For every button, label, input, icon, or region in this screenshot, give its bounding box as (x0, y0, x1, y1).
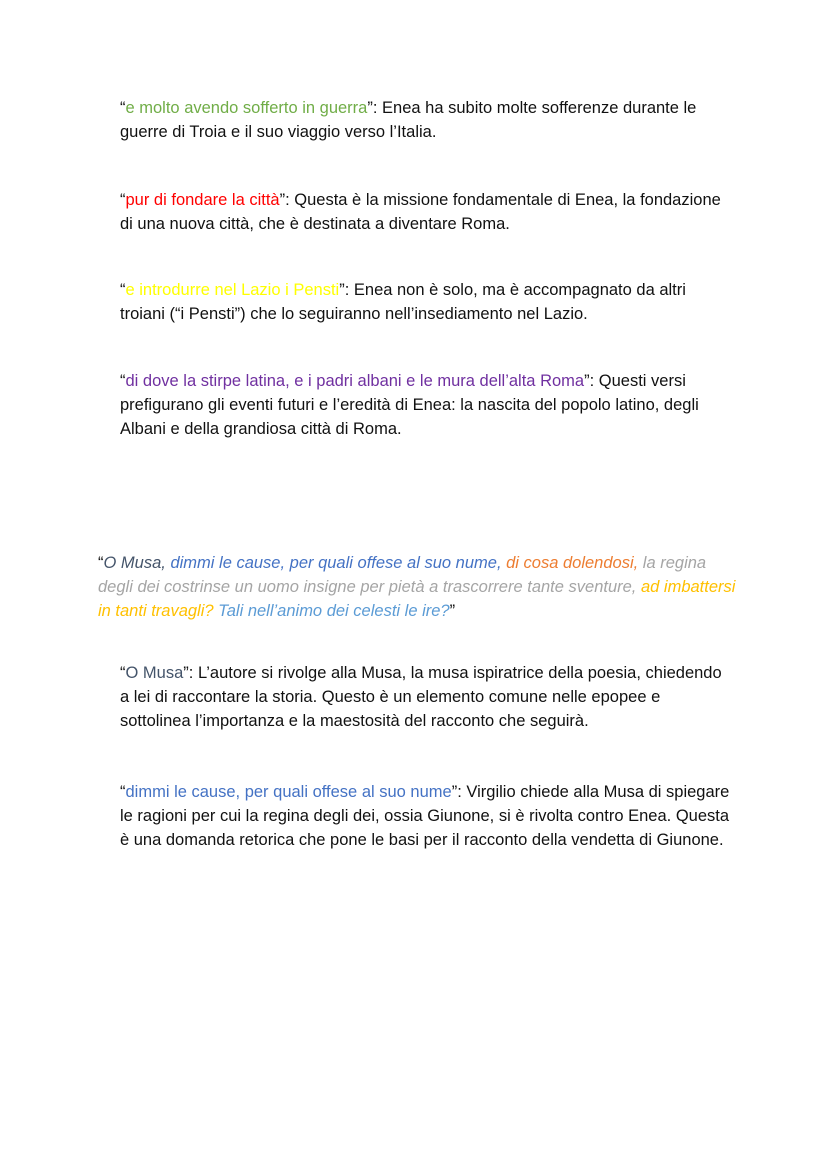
paragraph-city (120, 188, 730, 236)
verse-segment: di cosa dolendosi, (501, 554, 639, 572)
verse-segment: ad imbattersi in tanti travagli? (98, 578, 736, 620)
quoted-verse: e molto avendo sofferto in guerra (125, 99, 368, 117)
paragraph-suffering (120, 96, 730, 144)
close-quote: ”: (339, 281, 350, 299)
close-quote: ”: (183, 664, 194, 682)
open-quote: “ (120, 281, 126, 299)
quoted-verse: e introdurre nel Lazio i Pensti (125, 281, 340, 299)
quoted-verse: O Musa (125, 664, 184, 682)
close-quote: ”: (279, 191, 290, 209)
open-quote: “ (120, 191, 126, 209)
explanation: Questa è la missione fondamentale di Enea, la fondazione di una nuova città, che è destinata a diventare Roma. (120, 191, 721, 233)
explanation: Virgilio chiede alla Musa di spiegare le ragioni per cui la regina degli dei, ossia Giunone, si è rivolta contro Enea. Questa è una domanda retorica che pone le basi per il racconto della vendetta di Giunone. (120, 783, 730, 849)
close-quote: ”: (367, 99, 378, 117)
paragraph-causes (120, 780, 730, 852)
open-quote: “ (120, 372, 126, 390)
explanation: Enea ha subito molte sofferenze durante le guerre di Troia e il suo viaggio verso l’Italia. (120, 99, 697, 141)
open-quote: “ (120, 664, 126, 682)
quoted-verse: dimmi le cause, per quali offese al suo nume (125, 783, 452, 801)
paragraph-rome (120, 369, 730, 441)
verse-quote (98, 551, 738, 623)
open-quote: “ (120, 783, 126, 801)
open-quote: “ (120, 99, 126, 117)
paragraph-musa (120, 661, 730, 733)
explanation: L’autore si rivolge alla Musa, la musa ispiratrice della poesia, chiedendo a lei di raccontare la storia. Questo è un elemento comune nelle epopee e sottolinea l’importanza e la maestosità del racconto che seguirà. (120, 664, 722, 730)
open-quote: “ (98, 554, 104, 572)
close-quote: ”: (451, 783, 462, 801)
quoted-verse: di dove la stirpe latina, e i padri albani e le mura dell’alta Roma (125, 372, 585, 390)
explanation: Enea non è solo, ma è accompagnato da altri troiani (“i Pensti”) che lo seguiranno nell’insediamento nel Lazio. (120, 281, 686, 323)
explanation: Questi versi prefigurano gli eventi futuri e l’eredità di Enea: la nascita del popolo latino, degli Albani e della grandiosa città di Roma. (120, 372, 699, 438)
paragraph-lazio (120, 278, 730, 326)
verse-segment: la regina degli dei costrinse un uomo insigne per pietà a trascorrere tante sventure, (98, 554, 707, 596)
close-quote: ”: (584, 372, 595, 390)
verse-segment: O Musa, (103, 554, 166, 572)
quoted-verse: pur di fondare la città (125, 191, 280, 209)
close-quote: ” (449, 602, 456, 620)
verse-segment: Tali nell’animo dei celesti le ire? (213, 602, 450, 620)
verse-segment: dimmi le cause, per quali offese al suo nume, (165, 554, 502, 572)
